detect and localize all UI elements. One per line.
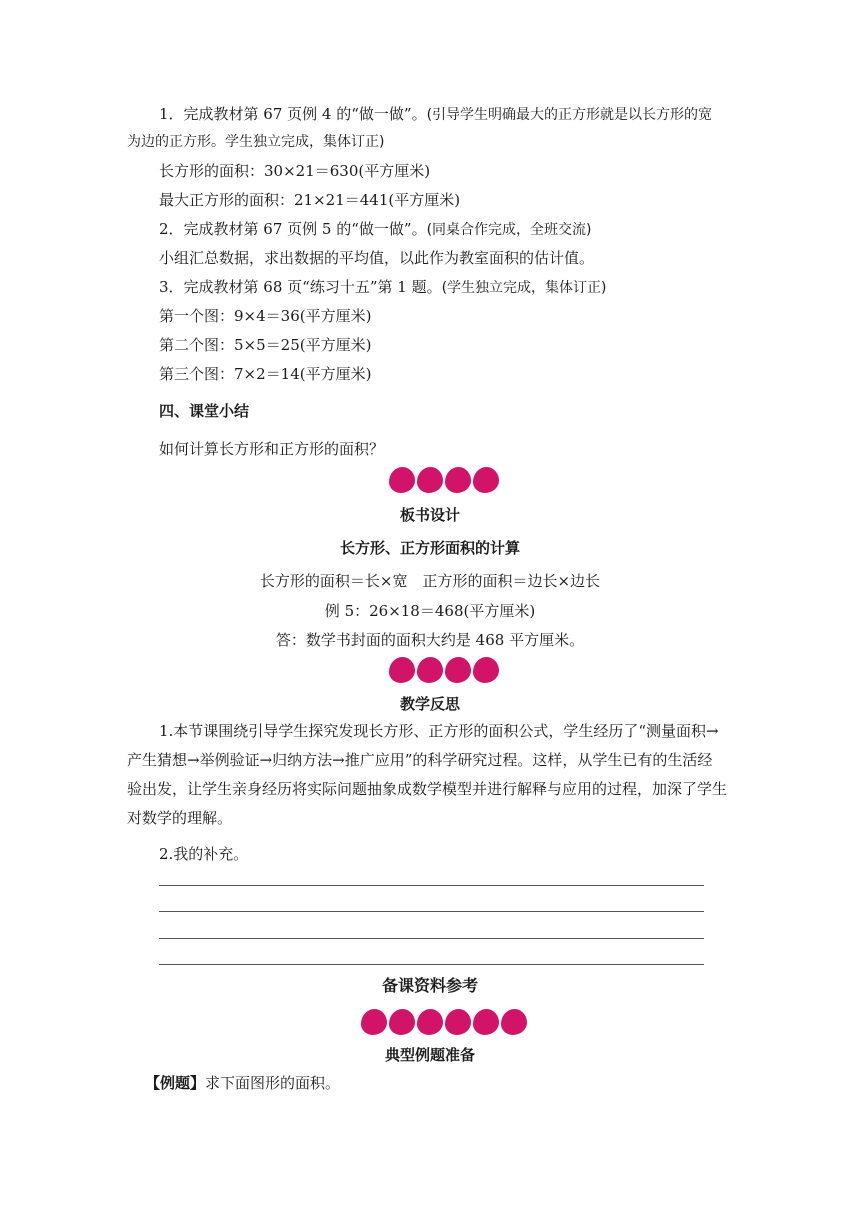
blob-icon (445, 467, 471, 493)
item1-line1 (159, 104, 712, 125)
item3-hint: (学生独立完成，集体订正) (441, 280, 607, 296)
summary-question: 如何计算长方形和正方形的面积？ (159, 440, 385, 458)
blob-icon (445, 657, 471, 683)
reference-subtitle: 典型例题准备 (384, 1046, 475, 1064)
blob-icon (389, 1009, 415, 1035)
board-formulas: 长方形的面积＝长×宽 正方形的面积＝边长×边长 (259, 572, 601, 590)
blob-icon (389, 467, 415, 493)
blob-icon (417, 1009, 443, 1035)
item2-line (159, 219, 592, 240)
blank-note-line (159, 964, 704, 965)
blob-icon (473, 1009, 499, 1035)
item2-hint: (同桌合作完成，全班交流) (426, 222, 592, 238)
decorative-blobs-board (389, 467, 501, 495)
blob-icon (417, 657, 443, 683)
blank-note-line (159, 885, 704, 886)
blob-icon (417, 467, 443, 493)
figure1-result: 第一个图：9×4＝36(平方厘米) (159, 307, 372, 325)
blob-icon (473, 467, 499, 493)
blank-note-line (159, 911, 704, 912)
item2-note: 小组汇总数据，求出数据的平均值，以此作为教室面积的估计值。 (159, 249, 595, 267)
item1-line2: 为边的正方形。学生独立完成，集体订正) (127, 134, 385, 150)
item1-text: 1．完成教材第 67 页例 4 的“做一做”。 (159, 105, 427, 123)
blob-icon (361, 1009, 387, 1035)
board-answer: 答：数学书封面的面积大约是 468 平方厘米。 (275, 631, 585, 649)
item2-text: 2．完成教材第 67 页例 5 的“做一做”。 (159, 220, 427, 238)
reflection-title: 教学反思 (399, 695, 460, 713)
reflection-p1-line1: 1.本节课围绕引导学生探究发现长方形、正方形的面积公式，学生经历了“测量面积→ (159, 722, 719, 740)
board-title: 板书设计 (399, 506, 460, 524)
summary-heading: 四、课堂小结 (159, 402, 250, 420)
reflection-p1-line3: 验出发，让学生亲身经历将实际问题抽象成数学模型并进行解释与应用的过程，加深了学生 (127, 780, 728, 798)
board-subtitle: 长方形、正方形面积的计算 (339, 539, 520, 557)
rect-area-line: 长方形的面积：30×21＝630(平方厘米) (159, 162, 431, 180)
figure3-result: 第三个图：7×2＝14(平方厘米) (159, 365, 372, 383)
example-text: 求下面图形的面积。 (205, 1074, 341, 1092)
decorative-blobs-reference (361, 1009, 529, 1037)
example-label: 【例题】 (145, 1074, 206, 1092)
board-example: 例 5：26×18＝468(平方厘米) (324, 602, 536, 620)
reference-title: 备课资料参考 (381, 976, 478, 995)
reflection-p2: 2.我的补充。 (159, 845, 249, 863)
item3-line (159, 277, 607, 298)
blob-icon (501, 1009, 527, 1035)
reflection-p1-line4: 对数学的理解。 (127, 809, 233, 827)
item3-text: 3．完成教材第 68 页“练习十五”第 1 题。 (159, 278, 442, 296)
decorative-blobs-reflection (389, 657, 501, 685)
blob-icon (473, 657, 499, 683)
example-line (145, 1073, 340, 1093)
blank-note-line (159, 938, 704, 939)
figure2-result: 第二个图：5×5＝25(平方厘米) (159, 336, 372, 354)
item1-hint: (引导学生明确最大的正方形就是以长方形的宽 (426, 107, 713, 123)
reflection-p1-line2: 产生猜想→举例验证→归纳方法→推广应用”的科学研究过程。这样，从学生已有的生活经 (127, 751, 713, 769)
square-area-line: 最大正方形的面积：21×21＝441(平方厘米) (159, 191, 461, 209)
blob-icon (389, 657, 415, 683)
blob-icon (445, 1009, 471, 1035)
